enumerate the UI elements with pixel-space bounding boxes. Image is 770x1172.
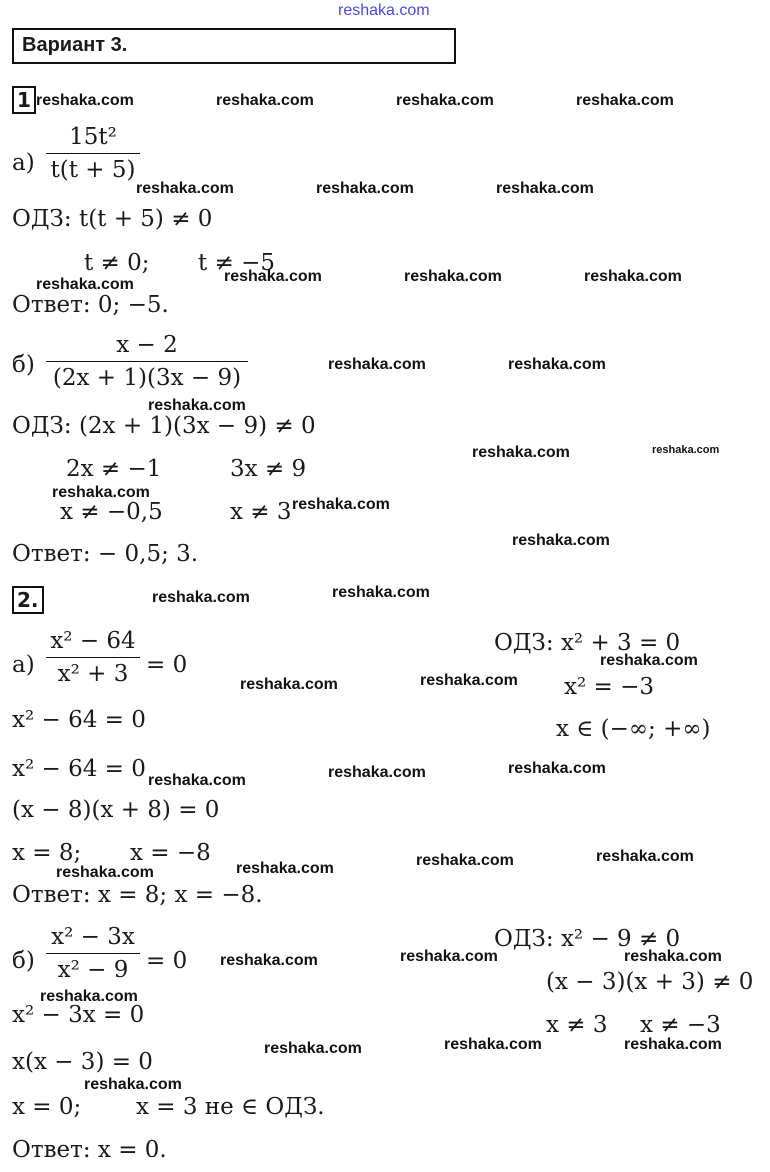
task-2a-odz-step3: x ∈ (−∞; +∞): [556, 716, 711, 742]
watermark: reshaka.com: [148, 772, 246, 789]
task-2a-label: а): [12, 652, 35, 678]
watermark: reshaka.com: [404, 268, 502, 285]
watermark: reshaka.com: [508, 760, 606, 777]
task-1b-answer: Ответ: − 0,5; 3.: [12, 541, 199, 567]
watermark: reshaka.com: [292, 496, 390, 513]
watermark: reshaka.com: [84, 1076, 182, 1093]
watermark: reshaka.com: [508, 356, 606, 373]
task-2a-line3: (x − 8)(x + 8) = 0: [12, 797, 220, 823]
task-1a-label: а): [12, 150, 35, 176]
task-2a-numerator: x² − 64: [50, 628, 136, 654]
task-2b-line3b: x = 3 не ∈ ОДЗ.: [136, 1094, 325, 1120]
task-1a-cond1: t ≠ 0;: [84, 250, 150, 276]
task-2b-numerator: x² − 3x: [51, 924, 135, 950]
task-1a-odz: ОДЗ: t(t + 5) ≠ 0: [12, 206, 213, 232]
task-1b-cond1a: 2x ≠ −1: [66, 456, 162, 482]
task-2b-line2: x(x − 3) = 0: [12, 1049, 153, 1075]
watermark: reshaka.com: [40, 988, 138, 1005]
watermark: reshaka.com: [264, 1040, 362, 1057]
task-1a-fraction: [46, 124, 140, 183]
watermark: reshaka.com: [624, 1036, 722, 1053]
task-2a-line2: x² − 64 = 0: [12, 756, 146, 782]
watermark: reshaka.com: [496, 180, 594, 197]
task-2a-fraction: [46, 628, 140, 687]
task-2b-answer: Ответ: x = 0.: [12, 1137, 167, 1163]
watermark: reshaka.com: [152, 589, 250, 606]
task-2b-denominator: x² − 9: [57, 957, 129, 983]
watermark: reshaka.com: [420, 672, 518, 689]
watermark: reshaka.com: [220, 952, 318, 969]
task-1b-label: б): [12, 352, 35, 378]
task-2b-label: б): [12, 948, 35, 974]
task-2a-equals: = 0: [146, 652, 188, 678]
task-1b-fraction: [46, 332, 248, 391]
watermark: reshaka.com: [396, 92, 494, 109]
task-1a-answer: Ответ: 0; −5.: [12, 292, 169, 318]
task-1-number: 1: [12, 86, 36, 114]
title-box: [12, 28, 456, 64]
task-2b-equals: = 0: [146, 948, 188, 974]
watermark: reshaka.com: [652, 444, 720, 456]
task-2a-denominator: x² + 3: [57, 661, 129, 687]
watermark: reshaka.com: [416, 852, 514, 869]
task-2b-line1: x² − 3x = 0: [12, 1002, 145, 1028]
task-2a-odz: ОДЗ: x² + 3 = 0: [494, 630, 681, 656]
watermark: reshaka.com: [576, 92, 674, 109]
watermark: reshaka.com: [52, 484, 150, 501]
task-1b-cond1b: 3x ≠ 9: [230, 456, 307, 482]
watermark: reshaka.com: [224, 268, 322, 285]
watermark: reshaka.com: [328, 764, 426, 781]
watermark: reshaka.com: [596, 848, 694, 865]
watermark: reshaka.com: [512, 532, 610, 549]
task-2a-odz-step2: x² = −3: [564, 674, 654, 700]
watermark: reshaka.com: [216, 92, 314, 109]
watermark: reshaka.com: [444, 1036, 542, 1053]
watermark: reshaka.com: [148, 397, 246, 414]
task-1b-denominator: (2x + 1)(3x − 9): [52, 365, 242, 391]
task-2b-odz-step3b: x ≠ −3: [640, 1012, 721, 1038]
task-1b-cond2b: x ≠ 3: [230, 499, 292, 525]
watermark: reshaka.com: [600, 652, 698, 669]
task-1b-odz: ОДЗ: (2x + 1)(3x − 9) ≠ 0: [12, 413, 316, 439]
watermark: reshaka.com: [56, 864, 154, 881]
watermark: reshaka.com: [624, 948, 722, 965]
task-2a-line4b: x = −8: [130, 840, 211, 866]
task-2a-line1: x² − 64 = 0: [12, 707, 146, 733]
watermark: reshaka.com: [316, 180, 414, 197]
task-1a-numerator: 15t²: [69, 124, 117, 150]
task-2b-fraction: [46, 924, 140, 983]
task-1a-cond2: t ≠ −5: [198, 250, 276, 276]
watermark: reshaka.com: [36, 276, 134, 293]
task-1a-denominator: t(t + 5): [50, 157, 136, 183]
task-2b-odz-step2: (x − 3)(x + 3) ≠ 0: [546, 969, 754, 995]
page-title: Вариант 3.: [22, 34, 128, 56]
watermark: reshaka.com: [136, 180, 234, 197]
watermark: reshaka.com: [472, 444, 570, 461]
task-2a-line4a: x = 8;: [12, 840, 82, 866]
task-2b-odz-step3a: x ≠ 3: [546, 1012, 608, 1038]
watermark: reshaka.com: [400, 948, 498, 965]
watermark: reshaka.com: [584, 268, 682, 285]
watermark: reshaka.com: [36, 92, 134, 109]
task-1b-cond2a: x ≠ −0,5: [60, 499, 163, 525]
task-2a-answer: Ответ: x = 8; x = −8.: [12, 882, 263, 908]
top-watermark: reshaka.com: [338, 2, 430, 19]
watermark: reshaka.com: [240, 676, 338, 693]
task-2b-odz: ОДЗ: x² − 9 ≠ 0: [494, 926, 681, 952]
watermark: reshaka.com: [332, 584, 430, 601]
watermark: reshaka.com: [236, 860, 334, 877]
task-2b-line3a: x = 0;: [12, 1094, 82, 1120]
watermark: reshaka.com: [328, 356, 426, 373]
task-1b-numerator: x − 2: [116, 332, 178, 358]
task-2-number: 2.: [12, 586, 44, 614]
